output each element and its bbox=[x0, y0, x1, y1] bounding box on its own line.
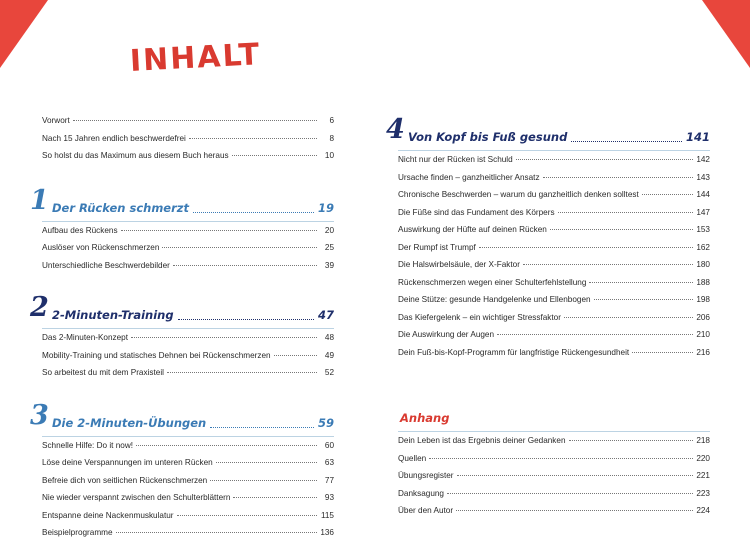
toc-entry-title: Nie wieder verspannt zwischen den Schulterblättern bbox=[42, 493, 231, 502]
toc-entry[interactable] bbox=[398, 278, 710, 296]
toc-leader-dots bbox=[121, 230, 317, 231]
toc-entry[interactable] bbox=[42, 351, 334, 369]
toc-entry-title: Rückenschmerzen wegen einer Schulterfehlstellung bbox=[398, 277, 587, 287]
chapter-rule bbox=[42, 328, 334, 329]
toc-leader-dots bbox=[233, 497, 317, 498]
toc-leader-dots bbox=[173, 265, 317, 266]
toc-leader-dots bbox=[73, 120, 317, 121]
toc-leader-dots bbox=[589, 282, 693, 283]
toc-entry-title: Schnelle Hilfe: Do it now! bbox=[42, 440, 134, 450]
chapter-rule bbox=[398, 150, 710, 151]
toc-entry-title: Löse deine Verspannungen im unteren Rücken bbox=[42, 458, 213, 467]
toc-entry-page: 49 bbox=[324, 350, 334, 360]
toc-leader-dots bbox=[564, 317, 693, 318]
toc-left-column bbox=[30, 116, 334, 558]
toc-entry-page: 142 bbox=[696, 155, 710, 164]
toc-entry-page: 144 bbox=[696, 190, 710, 199]
toc-leader-dots bbox=[523, 264, 693, 265]
toc-entry-title: Die Füße sind das Fundament des Körpers bbox=[398, 207, 555, 217]
toc-entry-title: Das 2-Minuten-Konzept bbox=[42, 333, 129, 342]
toc-entry-title: Dein Leben ist das Ergebnis deiner Gedanken bbox=[398, 436, 566, 445]
toc-entry-page: 188 bbox=[696, 277, 710, 287]
toc-entry[interactable] bbox=[398, 471, 710, 489]
chapter-title: Anhang bbox=[400, 411, 450, 425]
toc-leader-dots bbox=[232, 155, 317, 156]
toc-entry[interactable] bbox=[42, 134, 334, 152]
toc-entry[interactable] bbox=[398, 330, 710, 348]
toc-entry-title: Danksagung bbox=[398, 488, 444, 498]
chapter-leader-dots bbox=[571, 141, 682, 142]
toc-leader-dots bbox=[550, 229, 693, 230]
toc-entry-title: Entspanne deine Nackenmuskulatur bbox=[42, 510, 174, 520]
toc-leader-dots bbox=[456, 510, 693, 511]
toc-entry[interactable] bbox=[398, 260, 710, 278]
toc-entry-page: 6 bbox=[329, 116, 334, 125]
chapter-heading[interactable] bbox=[30, 398, 334, 436]
toc-entry-page: 10 bbox=[324, 151, 334, 160]
chapter-title: Von Kopf bis Fuß gesund bbox=[408, 130, 568, 144]
toc-leader-dots bbox=[569, 440, 694, 441]
toc-entry[interactable] bbox=[42, 441, 334, 459]
toc-entry[interactable] bbox=[398, 506, 710, 524]
toc-right-column bbox=[386, 112, 710, 524]
toc-entry[interactable] bbox=[42, 511, 334, 529]
toc-entry-page: 136 bbox=[320, 528, 334, 537]
toc-entry[interactable] bbox=[42, 493, 334, 511]
toc-entry-title: Befreie dich von seitlichen Rückenschmerzen bbox=[42, 475, 208, 485]
chapter-number: 2 bbox=[30, 292, 49, 323]
toc-entry[interactable] bbox=[398, 436, 710, 454]
toc-entry-title: Der Rumpf ist Trumpf bbox=[398, 242, 476, 252]
toc-entry-title: Quellen bbox=[398, 453, 427, 463]
toc-leader-dots bbox=[543, 177, 693, 178]
toc-entry-page: 39 bbox=[324, 260, 334, 270]
chapter-leader-dots bbox=[210, 427, 314, 428]
toc-leader-dots bbox=[497, 334, 693, 335]
toc-entry[interactable] bbox=[42, 261, 334, 279]
toc-entry-title: Ursache finden – ganzheitlicher Ansatz bbox=[398, 172, 540, 182]
toc-entry-page: 180 bbox=[696, 260, 710, 269]
toc-leader-dots bbox=[516, 159, 693, 160]
toc-entry-page: 220 bbox=[696, 453, 710, 463]
chapter-number: 1 bbox=[30, 184, 49, 216]
toc-leader-dots bbox=[216, 462, 317, 463]
toc-entry-title: Dein Fuß-bis-Kopf-Programm für langfristige Rückengesundheit bbox=[398, 347, 630, 357]
chapter-rule bbox=[42, 221, 334, 222]
toc-entry-title: So holst du das Maximum aus diesem Buch heraus bbox=[42, 151, 229, 160]
toc-entry-page: 52 bbox=[324, 368, 334, 377]
toc-entry[interactable] bbox=[42, 226, 334, 244]
toc-leader-dots bbox=[210, 480, 317, 481]
toc-entry[interactable] bbox=[398, 243, 710, 261]
toc-entry[interactable] bbox=[42, 476, 334, 494]
toc-entry-title: Auslöser von Rückenschmerzen bbox=[42, 243, 160, 252]
toc-entry-page: 162 bbox=[696, 242, 710, 252]
toc-entry-page: 223 bbox=[696, 488, 710, 498]
chapter-leader-dots bbox=[178, 319, 314, 320]
toc-entry[interactable] bbox=[398, 225, 710, 243]
corner-decoration-right bbox=[702, 0, 750, 68]
toc-entry-page: 93 bbox=[324, 493, 334, 502]
toc-leader-dots bbox=[274, 355, 317, 356]
toc-leader-dots bbox=[479, 247, 693, 248]
chapter-number: 3 bbox=[30, 399, 49, 431]
toc-leader-dots bbox=[457, 475, 693, 476]
chapter-rule bbox=[42, 436, 334, 437]
toc-entry-title: Deine Stütze: gesunde Handgelenke und Ellenbogen bbox=[398, 295, 591, 304]
chapter-heading[interactable] bbox=[30, 290, 334, 328]
toc-entry[interactable] bbox=[398, 155, 710, 173]
toc-entry[interactable] bbox=[42, 458, 334, 476]
toc-entry[interactable] bbox=[398, 313, 710, 331]
toc-entry-page: 77 bbox=[324, 475, 334, 485]
chapter-page: 19 bbox=[317, 200, 334, 215]
toc-entry[interactable] bbox=[42, 151, 334, 169]
chapter-page: 47 bbox=[317, 308, 334, 322]
toc-entry-title: Auswirkung der Hüfte auf deinen Rücken bbox=[398, 225, 547, 234]
toc-entry[interactable] bbox=[398, 295, 710, 313]
chapter-page: 141 bbox=[685, 130, 710, 144]
toc-entry-page: 143 bbox=[696, 172, 710, 182]
chapter-heading[interactable] bbox=[398, 393, 710, 431]
toc-entry-page: 147 bbox=[696, 207, 710, 217]
toc-entry[interactable] bbox=[398, 173, 710, 191]
toc-entry[interactable] bbox=[398, 190, 710, 208]
toc-leader-dots bbox=[177, 515, 317, 516]
toc-leader-dots bbox=[116, 532, 317, 533]
toc-entry-title: Mobility-Training und statisches Dehnen bei Rückenschmerzen bbox=[42, 350, 271, 360]
toc-entry-page: 63 bbox=[324, 458, 334, 467]
page-title: INHALT bbox=[129, 37, 262, 79]
chapter-title: 2-Minuten-Training bbox=[52, 308, 174, 322]
toc-entry-page: 221 bbox=[696, 471, 710, 480]
toc-leader-dots bbox=[558, 212, 693, 213]
chapter-leader-dots bbox=[193, 212, 314, 213]
toc-entry-title: Chronische Beschwerden – warum du ganzheitlich denken solltest bbox=[398, 190, 639, 199]
chapter-rule bbox=[398, 431, 710, 432]
toc-leader-dots bbox=[167, 372, 317, 373]
chapter-title: Der Rücken schmerzt bbox=[52, 200, 189, 215]
toc-leader-dots bbox=[447, 493, 693, 494]
toc-entry-page: 218 bbox=[696, 436, 710, 445]
toc-entry[interactable] bbox=[42, 243, 334, 261]
toc-entry-title: Nicht nur der Rücken ist Schuld bbox=[398, 155, 513, 164]
toc-entry-page: 198 bbox=[696, 295, 710, 304]
toc-leader-dots bbox=[189, 138, 317, 139]
toc-entry-page: 216 bbox=[696, 347, 710, 357]
toc-entry-page: 25 bbox=[324, 243, 334, 252]
toc-entry-title: Unterschiedliche Beschwerdebilder bbox=[42, 260, 170, 270]
chapter-heading[interactable] bbox=[386, 112, 710, 150]
toc-leader-dots bbox=[162, 247, 317, 248]
toc-entry-page: 60 bbox=[324, 440, 334, 450]
toc-entry-page: 48 bbox=[324, 333, 334, 342]
toc-leader-dots bbox=[642, 194, 693, 195]
toc-entry-title: Vorwort bbox=[42, 116, 70, 125]
corner-decoration-left bbox=[0, 0, 48, 68]
toc-leader-dots bbox=[632, 352, 693, 353]
toc-leader-dots bbox=[131, 337, 317, 338]
toc-entry-title: Aufbau des Rückens bbox=[42, 225, 118, 235]
toc-entry-title: Die Auswirkung der Augen bbox=[398, 330, 495, 339]
toc-entry-title: Übungsregister bbox=[398, 471, 454, 480]
toc-entry[interactable] bbox=[398, 208, 710, 226]
chapter-number: 4 bbox=[386, 114, 405, 145]
chapter-page: 59 bbox=[317, 415, 334, 430]
toc-entry-page: 210 bbox=[696, 330, 710, 339]
toc-entry-page: 153 bbox=[696, 225, 710, 234]
toc-leader-dots bbox=[429, 458, 693, 459]
toc-entry-title: Die Halswirbelsäule, der X-Faktor bbox=[398, 260, 520, 269]
toc-leader-dots bbox=[594, 299, 693, 300]
toc-entry-page: 20 bbox=[324, 225, 334, 235]
toc-entry-title: So arbeitest du mit dem Praxisteil bbox=[42, 368, 164, 377]
chapter-title: Die 2-Minuten-Übungen bbox=[52, 415, 207, 430]
chapter-heading[interactable] bbox=[30, 183, 334, 221]
toc-entry-title: Nach 15 Jahren endlich beschwerdefrei bbox=[42, 133, 186, 143]
toc-entry-page: 8 bbox=[329, 133, 334, 143]
toc-entry[interactable] bbox=[398, 348, 710, 366]
toc-entry-page: 206 bbox=[696, 312, 710, 322]
toc-entry[interactable] bbox=[42, 528, 334, 546]
toc-entry[interactable] bbox=[42, 368, 334, 386]
toc-entry-title: Beispielprogramme bbox=[42, 528, 113, 537]
toc-entry-page: 115 bbox=[320, 510, 334, 520]
toc-entry[interactable] bbox=[42, 333, 334, 351]
toc-entry[interactable] bbox=[398, 454, 710, 472]
toc-leader-dots bbox=[136, 445, 317, 446]
toc-entry-title: Über den Autor bbox=[398, 506, 454, 515]
toc-entry-page: 224 bbox=[696, 506, 710, 515]
toc-entry-title: Das Kiefergelenk – ein wichtiger Stressfaktor bbox=[398, 312, 561, 322]
toc-entry[interactable] bbox=[398, 489, 710, 507]
toc-entry[interactable] bbox=[42, 116, 334, 134]
